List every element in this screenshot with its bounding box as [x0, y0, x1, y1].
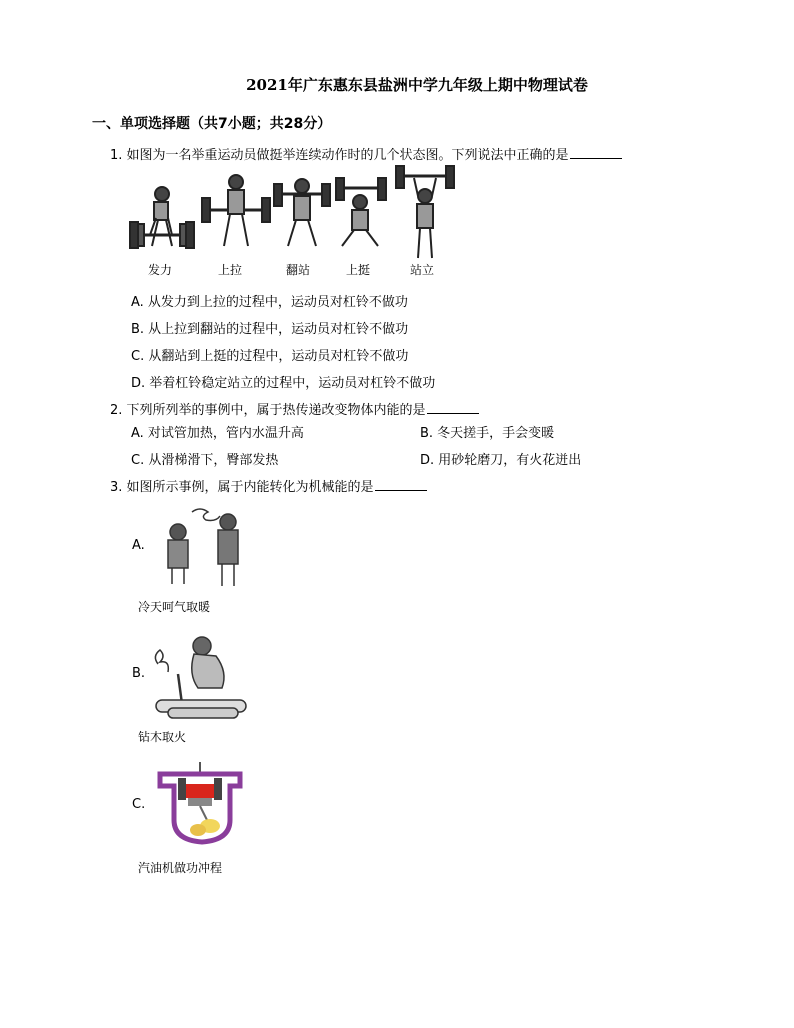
- lifter-stage-3: [274, 179, 330, 246]
- figure-label-5: 站立: [410, 263, 435, 277]
- page-title: 2021年广东惠东县盐洲中学九年级上期中物理试卷: [246, 76, 588, 94]
- figure-label-3: 翻站: [286, 263, 311, 277]
- drilling-wood-fire-image: [148, 634, 254, 722]
- figure-label-4: 上挺: [346, 263, 371, 277]
- breath-warming-image: [150, 502, 250, 588]
- lifter-stage-5: [396, 166, 454, 258]
- q2-option-a: A. 对试管加热，管内水温升高: [131, 426, 304, 441]
- q2-option-c: C. 从滑梯滑下，臀部发热: [131, 453, 279, 468]
- question-1-stem: 1. 如图为一名举重运动员做挺举连续动作时的几个状态图。下列说法中正确的是: [110, 144, 622, 163]
- answer-blank: [570, 145, 622, 159]
- weightlifting-figure: [124, 166, 464, 281]
- q3-option-b-caption: 钻木取火: [138, 730, 187, 744]
- lifter-stage-1: [130, 187, 194, 248]
- lifter-stage-2: [202, 175, 270, 246]
- q3-option-a-caption: 冷天呵气取暖: [138, 600, 211, 614]
- question-2-stem: 2. 下列所列举的事例中，属于热传递改变物体内能的是: [110, 399, 479, 418]
- q1-option-c: C. 从翻站到上挺的过程中，运动员对杠铃不做功: [131, 349, 409, 364]
- q3-option-b-letter: B.: [132, 666, 146, 681]
- answer-blank: [427, 400, 479, 414]
- q2-option-d: D. 用砂轮磨刀，有火花迸出: [420, 453, 582, 468]
- q3-option-a-letter: A.: [132, 538, 145, 553]
- section-heading: 一、单项选择题（共7小题；共28分）: [92, 116, 332, 132]
- lifter-stage-4: [336, 178, 386, 246]
- figure-label-2: 上拉: [218, 263, 243, 277]
- question-3-stem: 3. 如图所示事例，属于内能转化为机械能的是: [110, 476, 427, 495]
- q1-option-d: D. 举着杠铃稳定站立的过程中，运动员对杠铃不做功: [131, 376, 436, 391]
- gasoline-engine-power-stroke-image: [152, 760, 246, 848]
- q3-option-c-caption: 汽油机做功冲程: [138, 861, 223, 875]
- q1-option-b: B. 从上拉到翻站的过程中，运动员对杠铃不做功: [131, 322, 409, 337]
- q3-option-c-letter: C.: [132, 797, 146, 812]
- answer-blank: [375, 477, 427, 491]
- q2-option-b: B. 冬天搓手，手会变暖: [420, 426, 555, 441]
- figure-label-1: 发力: [148, 263, 173, 277]
- q1-option-a: A. 从发力到上拉的过程中，运动员对杠铃不做功: [131, 295, 408, 310]
